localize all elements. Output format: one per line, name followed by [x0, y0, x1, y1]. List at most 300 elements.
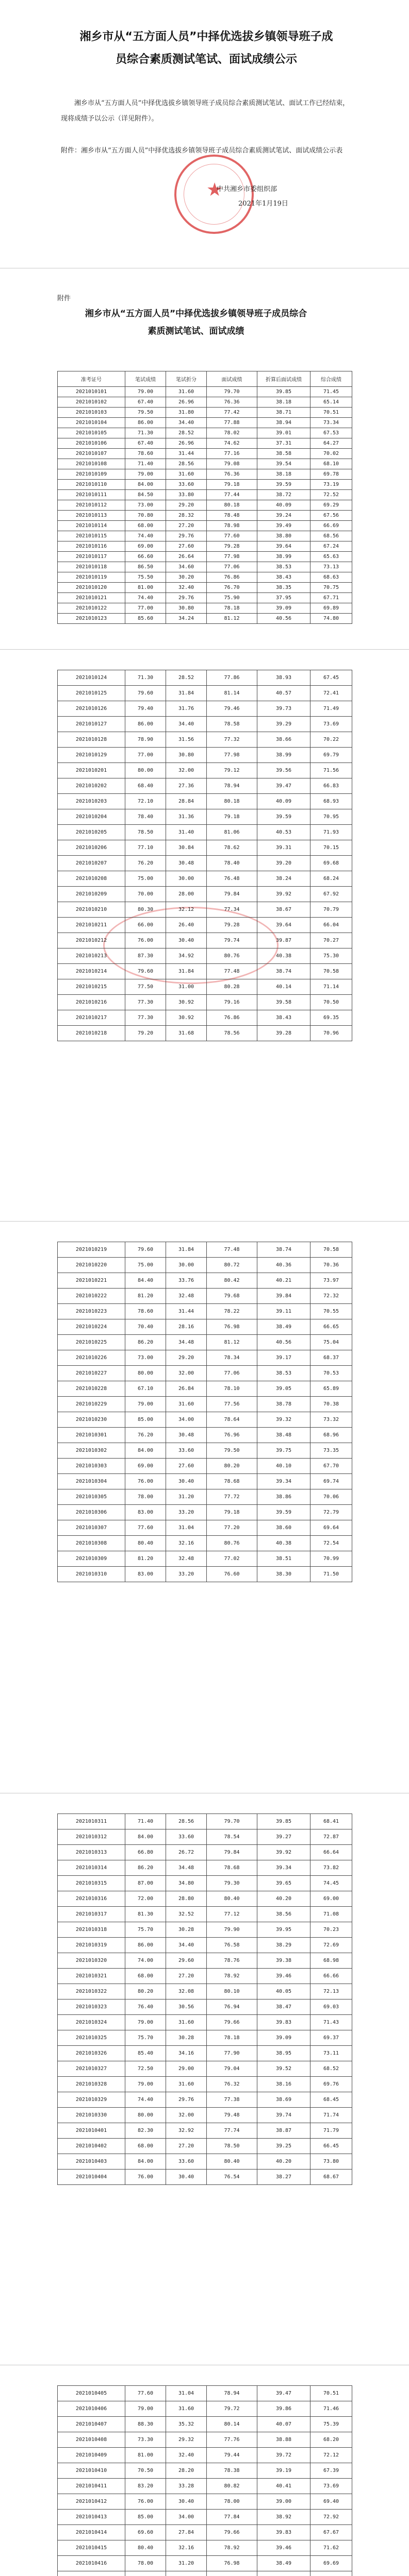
cell-exam-id: 2021010403 [58, 2154, 125, 2170]
cell-interview-weighted: 40.14 [257, 979, 310, 995]
table-row [58, 856, 352, 871]
cell-total-score: 68.37 [310, 1350, 352, 1366]
cell-exam-id: 2021010125 [58, 686, 125, 701]
cell-written-weighted: 26.72 [166, 1845, 207, 1860]
cell-written-score: 66.60 [125, 552, 166, 562]
table-row [58, 438, 352, 449]
table-row [58, 2525, 352, 2540]
table-row [58, 809, 352, 825]
cell-exam-id: 2021010330 [58, 2108, 125, 2123]
cell-interview-score: 79.44 [207, 2448, 257, 2463]
cell-interview-weighted: 38.27 [257, 2170, 310, 2185]
table-row [58, 2015, 352, 2030]
cell-written-score: 75.70 [125, 1922, 166, 1938]
table-row [58, 603, 352, 614]
cell-interview-score: 78.00 [207, 2494, 257, 2510]
table-row [58, 1860, 352, 1876]
cell-written-weighted: 30.00 [166, 1258, 207, 1273]
cell-interview-weighted: 39.64 [257, 918, 310, 933]
score-table [57, 1242, 352, 1582]
cell-interview-weighted: 39.00 [257, 2494, 310, 2510]
cell-total-score: 70.51 [310, 2386, 352, 2401]
cell-total-score: 70.22 [310, 732, 352, 748]
table-row [58, 717, 352, 732]
cell-interview-weighted: 39.83 [257, 2525, 310, 2540]
cell-written-weighted: 34.60 [166, 562, 207, 572]
cell-interview-score: 78.94 [207, 778, 257, 794]
cell-exam-id: 2021010320 [58, 1953, 125, 1969]
cell-exam-id: 2021010208 [58, 871, 125, 887]
cell-total-score: 66.04 [310, 918, 352, 933]
cell-interview-score: 77.60 [207, 531, 257, 541]
cell-interview-weighted: 39.72 [257, 2448, 310, 2463]
cell-interview-score: 80.40 [207, 2154, 257, 2170]
cell-written-score: 76.40 [125, 1999, 166, 2015]
cell-total-score: 71.08 [310, 1907, 352, 1922]
cell-interview-score: 76.58 [207, 1938, 257, 1953]
cell-written-score: 77.60 [125, 2386, 166, 2401]
table-row [58, 1459, 352, 1474]
cell-interview-weighted: 38.74 [257, 964, 310, 979]
cell-interview-weighted: 38.58 [257, 449, 310, 459]
table-row [58, 1505, 352, 1520]
table-row [58, 428, 352, 438]
cell-written-score: 69.60 [125, 2525, 166, 2540]
cell-written-score: 71.40 [125, 459, 166, 469]
cell-written-weighted: 28.80 [166, 1891, 207, 1907]
cell-written-weighted: 34.40 [166, 717, 207, 732]
cell-exam-id: 2021010318 [58, 1922, 125, 1938]
cell-written-score: 78.00 [125, 2556, 166, 2571]
table-row [58, 459, 352, 469]
cell-total-score: 69.37 [310, 2030, 352, 2046]
cell-exam-id: 2021010327 [58, 2061, 125, 2077]
cell-interview-weighted: 40.20 [257, 2154, 310, 2170]
cell-total-score: 69.00 [310, 1891, 352, 1907]
cell-written-score: 77.60 [125, 1520, 166, 1536]
cell-interview-score: 79.28 [207, 541, 257, 552]
cell-exam-id: 2021010217 [58, 1010, 125, 1026]
cell-total-score: 70.79 [310, 902, 352, 918]
cell-written-weighted: 31.60 [166, 2077, 207, 2092]
cell-written-weighted: 31.60 [166, 2401, 207, 2417]
cell-interview-weighted: 39.75 [257, 1443, 310, 1459]
cell-interview-score: 77.44 [207, 490, 257, 500]
table-row [58, 1969, 352, 1984]
cell-interview-score: 79.08 [207, 459, 257, 469]
table-row [58, 562, 352, 572]
table-row [58, 670, 352, 686]
cell-written-score: 74.40 [125, 531, 166, 541]
table-row [58, 825, 352, 840]
cell-total-score: 71.50 [310, 1567, 352, 1582]
table-row [58, 511, 352, 521]
cell-interview-weighted: 39.11 [257, 1304, 310, 1319]
attachment-label: 附件 [57, 295, 71, 302]
cell-total-score: 68.24 [310, 871, 352, 887]
cell-exam-id: 2021010108 [58, 459, 125, 469]
score-table [57, 670, 352, 1041]
cell-interview-score: 77.98 [207, 748, 257, 763]
cell-total-score: 67.92 [310, 887, 352, 902]
cell-written-weighted: 31.60 [166, 1397, 207, 1412]
cell-interview-weighted: 38.69 [257, 2092, 310, 2108]
cell-interview-score: 79.66 [207, 2015, 257, 2030]
cell-written-score: 84.00 [125, 480, 166, 490]
cell-written-score: 78.50 [125, 825, 166, 840]
cell-written-score: 86.00 [125, 717, 166, 732]
table-row [58, 2046, 352, 2061]
cell-total-score: 68.93 [310, 794, 352, 809]
cell-written-score: 68.40 [125, 778, 166, 794]
cell-interview-weighted: 40.21 [257, 1273, 310, 1289]
cell-interview-weighted [257, 2571, 310, 2576]
cell-written-score: 67.40 [125, 397, 166, 408]
cell-exam-id: 2021010324 [58, 2015, 125, 2030]
cell-written-score: 80.00 [125, 763, 166, 778]
table-row [58, 902, 352, 918]
cell-total-score: 73.19 [310, 480, 352, 490]
cell-exam-id: 2021010402 [58, 2139, 125, 2154]
table-row [58, 1551, 352, 1567]
cell-written-weighted: 28.52 [166, 670, 207, 686]
cell-written-weighted: 27.84 [166, 2525, 207, 2540]
cell-written-weighted: 26.84 [166, 1381, 207, 1397]
cell-interview-weighted: 38.53 [257, 1366, 310, 1381]
cell-interview-score: 78.50 [207, 2139, 257, 2154]
cell-interview-weighted: 39.64 [257, 541, 310, 552]
cell-exam-id: 2021010116 [58, 541, 125, 552]
table-row [58, 2571, 352, 2576]
cell-interview-score: 78.22 [207, 1304, 257, 1319]
table-row [58, 572, 352, 583]
cell-written-weighted: 28.84 [166, 794, 207, 809]
cell-interview-score: 79.84 [207, 887, 257, 902]
cell-exam-id: 2021010101 [58, 387, 125, 397]
table-row [58, 2154, 352, 2170]
cell-interview-score: 76.98 [207, 2556, 257, 2571]
cell-written-score: 87.00 [125, 1876, 166, 1891]
table-row [58, 2061, 352, 2077]
cell-total-score: 67.67 [310, 2525, 352, 2540]
cell-interview-score: 80.76 [207, 948, 257, 964]
cell-written-weighted: 29.76 [166, 593, 207, 603]
table-row [58, 1258, 352, 1273]
cell-written-weighted: 31.00 [166, 979, 207, 995]
cell-total-score: 70.51 [310, 408, 352, 418]
table-row [58, 1489, 352, 1505]
cell-written-weighted: 31.44 [166, 1304, 207, 1319]
signer: 中共湘乡市委组织部 [217, 185, 277, 193]
cell-written-weighted: 32.40 [166, 2448, 207, 2463]
cell-interview-score: 78.92 [207, 1969, 257, 1984]
table-row [58, 748, 352, 763]
cell-total-score: 72.92 [310, 2510, 352, 2525]
cell-exam-id: 2021010410 [58, 2463, 125, 2479]
cell-interview-score: 76.36 [207, 397, 257, 408]
cell-interview-score: 78.10 [207, 1381, 257, 1397]
cell-interview-score: 80.18 [207, 500, 257, 511]
cell-exam-id: 2021010122 [58, 603, 125, 614]
cell-interview-weighted: 39.34 [257, 1860, 310, 1876]
cell-written-weighted: 33.60 [166, 480, 207, 490]
cell-total-score: 73.35 [310, 1443, 352, 1459]
cell-exam-id: 2021010206 [58, 840, 125, 856]
cell-interview-score: 78.40 [207, 856, 257, 871]
cell-interview-weighted: 38.35 [257, 583, 310, 593]
table-row [58, 531, 352, 541]
cell-interview-score: 77.56 [207, 1397, 257, 1412]
cell-exam-id: 2021010124 [58, 670, 125, 686]
cell-interview-score: 76.48 [207, 871, 257, 887]
cell-written-score: 76.00 [125, 2494, 166, 2510]
cell-written-weighted: 35.32 [166, 2417, 207, 2432]
cell-interview-weighted: 39.19 [257, 2463, 310, 2479]
cell-interview-weighted: 38.80 [257, 531, 310, 541]
cell-exam-id: 2021010322 [58, 1984, 125, 1999]
cell-interview-weighted: 40.36 [257, 1258, 310, 1273]
cell-written-weighted: 32.52 [166, 1907, 207, 1922]
cell-interview-weighted: 39.29 [257, 717, 310, 732]
cell-written-score: 84.00 [125, 1443, 166, 1459]
score-table-page-5 [57, 2385, 352, 2576]
cell-written-score: 88.30 [125, 2417, 166, 2432]
cell-interview-weighted: 40.07 [257, 2417, 310, 2432]
cell-interview-weighted: 40.57 [257, 686, 310, 701]
cell-total-score: 69.68 [310, 856, 352, 871]
cell-written-score: 81.00 [125, 2448, 166, 2463]
cell-interview-score: 78.58 [207, 717, 257, 732]
cell-interview-weighted: 38.47 [257, 1999, 310, 2015]
cell-written-score: 79.20 [125, 1026, 166, 1041]
table-row [58, 778, 352, 794]
cell-interview-weighted: 38.18 [257, 397, 310, 408]
table-row [58, 948, 352, 964]
score-table-page-4 [57, 1814, 352, 2185]
cell-written-weighted: 31.76 [166, 701, 207, 717]
cell-total-score: 70.02 [310, 449, 352, 459]
cell-exam-id: 2021010117 [58, 552, 125, 562]
cell-interview-weighted: 40.53 [257, 825, 310, 840]
cell-interview-weighted: 38.95 [257, 2046, 310, 2061]
cell-interview-score: 77.16 [207, 449, 257, 459]
table-row [58, 887, 352, 902]
cell-written-score: 77.00 [125, 603, 166, 614]
cell-total-score: 70.06 [310, 1489, 352, 1505]
cell-exam-id: 2021010306 [58, 1505, 125, 1520]
cell-interview-score: 80.28 [207, 979, 257, 995]
cell-exam-id: 2021010326 [58, 2046, 125, 2061]
cell-total-score: 66.64 [310, 1845, 352, 1860]
cell-total-score: 68.67 [310, 2170, 352, 2185]
cell-written-weighted: 31.84 [166, 686, 207, 701]
cell-total-score: 72.87 [310, 1829, 352, 1845]
cell-interview-weighted: 39.85 [257, 387, 310, 397]
cell-interview-score: 76.36 [207, 469, 257, 480]
cell-written-score: 77.00 [125, 748, 166, 763]
table-row [58, 794, 352, 809]
table-row [58, 387, 352, 397]
cell-written-score: 69.00 [125, 541, 166, 552]
cell-written-weighted: 34.24 [166, 614, 207, 624]
cell-written-score: 75.00 [125, 1258, 166, 1273]
cell-written-weighted: 33.28 [166, 2479, 207, 2494]
table-row [58, 2417, 352, 2432]
cell-written-score: 86.20 [125, 1860, 166, 1876]
cell-interview-score: 78.34 [207, 1350, 257, 1366]
table-row [58, 732, 352, 748]
cell-interview-weighted: 39.28 [257, 1026, 310, 1041]
cell-written-score: 81.30 [125, 1907, 166, 1922]
cell-written-weighted: 32.00 [166, 763, 207, 778]
cell-written-weighted: 30.28 [166, 2030, 207, 2046]
cell-written-weighted: 30.48 [166, 1428, 207, 1443]
cell-interview-score: 77.86 [207, 670, 257, 686]
cell-total-score: 69.29 [310, 500, 352, 511]
cell-written-score: 72.00 [125, 1891, 166, 1907]
table-row [58, 2494, 352, 2510]
table-row [58, 2170, 352, 2185]
cell-interview-score: 78.62 [207, 840, 257, 856]
cell-written-weighted: 34.48 [166, 1860, 207, 1876]
cell-exam-id: 2021010313 [58, 1845, 125, 1860]
cell-written-weighted: 32.00 [166, 1366, 207, 1381]
cell-total-score: 73.34 [310, 418, 352, 428]
table-row [58, 1273, 352, 1289]
cell-total-score: 69.74 [310, 1474, 352, 1489]
cell-interview-weighted: 39.92 [257, 887, 310, 902]
cell-total-score: 67.45 [310, 670, 352, 686]
cell-written-score: 82.30 [125, 2123, 166, 2139]
cell-written-score: 79.40 [125, 701, 166, 717]
cell-interview-score: 76.32 [207, 2077, 257, 2092]
cell-exam-id: 2021010310 [58, 1567, 125, 1582]
cell-interview-score: 76.96 [207, 1428, 257, 1443]
official-seal [174, 155, 254, 234]
cell-written-score: 83.00 [125, 1505, 166, 1520]
table-row [58, 1242, 352, 1258]
table-row [58, 1814, 352, 1829]
cell-interview-score: 77.98 [207, 552, 257, 562]
cell-interview-score: 76.94 [207, 1999, 257, 2015]
cell-written-weighted: 32.92 [166, 2123, 207, 2139]
cell-total-score: 74.80 [310, 614, 352, 624]
cell-interview-weighted: 39.46 [257, 2540, 310, 2556]
cell-written-weighted: 29.32 [166, 2432, 207, 2448]
cell-total-score: 65.89 [310, 1381, 352, 1397]
score-table [57, 2385, 352, 2576]
table-row [58, 2030, 352, 2046]
cell-written-weighted: 31.80 [166, 408, 207, 418]
cell-interview-weighted: 40.09 [257, 500, 310, 511]
cell-written-score: 77.30 [125, 995, 166, 1010]
cell-interview-weighted: 39.73 [257, 701, 310, 717]
cell-exam-id: 2021010210 [58, 902, 125, 918]
cell-total-score: 69.40 [310, 2494, 352, 2510]
table-row [58, 933, 352, 948]
table-row [58, 2108, 352, 2123]
cell-interview-weighted: 40.56 [257, 1335, 310, 1350]
cell-written-weighted: 28.56 [166, 459, 207, 469]
cell-interview-weighted: 39.87 [257, 933, 310, 948]
cell-exam-id: 2021010127 [58, 717, 125, 732]
cell-total-score: 75.04 [310, 1335, 352, 1350]
cell-interview-score: 77.48 [207, 1242, 257, 1258]
cell-total-score: 72.79 [310, 1505, 352, 1520]
cell-interview-weighted: 39.17 [257, 1350, 310, 1366]
cell-interview-weighted: 38.78 [257, 1397, 310, 1412]
table-row [58, 1829, 352, 1845]
table-row [58, 480, 352, 490]
cell-written-score: 67.40 [125, 438, 166, 449]
table-row [58, 1350, 352, 1366]
cell-written-weighted: 31.60 [166, 2015, 207, 2030]
cell-interview-weighted: 40.38 [257, 1536, 310, 1551]
cell-exam-id: 2021010329 [58, 2092, 125, 2108]
cell-interview-score: 78.76 [207, 1953, 257, 1969]
cell-interview-score: 78.18 [207, 2030, 257, 2046]
attachment-reference: 附件：湘乡市从“五方面人员”中择优选拔乡镇领导班子成员综合素质测试笔试、面试成绩公示表 [61, 147, 343, 155]
cell-exam-id: 2021010203 [58, 794, 125, 809]
cell-interview-weighted: 39.84 [257, 1289, 310, 1304]
cell-written-score: 68.00 [125, 1969, 166, 1984]
cell-total-score: 66.66 [310, 1969, 352, 1984]
cell-exam-id: 2021010106 [58, 438, 125, 449]
cell-total-score: 69.64 [310, 1520, 352, 1536]
cell-exam-id: 2021010411 [58, 2479, 125, 2494]
cell-written-weighted: 29.00 [166, 2061, 207, 2077]
cell-interview-weighted: 39.25 [257, 2139, 310, 2154]
table-row [58, 593, 352, 603]
cell-interview-weighted: 39.24 [257, 511, 310, 521]
table-row [58, 2139, 352, 2154]
cell-interview-score [207, 2571, 257, 2576]
cell-total-score: 67.24 [310, 541, 352, 552]
cell-interview-weighted: 38.51 [257, 1551, 310, 1567]
cell-written-weighted: 29.76 [166, 531, 207, 541]
table-row [58, 583, 352, 593]
cell-written-weighted: 27.20 [166, 521, 207, 531]
cell-exam-id: 2021010409 [58, 2448, 125, 2463]
cell-interview-weighted: 37.31 [257, 438, 310, 449]
cell-written-score: 80.00 [125, 2108, 166, 2123]
col-header-interview: 面试成绩 [207, 371, 257, 387]
cell-exam-id: 2021010301 [58, 1428, 125, 1443]
cell-interview-score: 77.38 [207, 2092, 257, 2108]
cell-written-weighted: 29.20 [166, 500, 207, 511]
cell-written-weighted: 31.84 [166, 1242, 207, 1258]
cell-written-weighted: 30.40 [166, 933, 207, 948]
table-row [58, 964, 352, 979]
cell-exam-id: 2021010404 [58, 2170, 125, 2185]
cell-written-score: 87.30 [125, 948, 166, 964]
cell-interview-score: 79.90 [207, 1922, 257, 1938]
cell-written-score: 84.00 [125, 2154, 166, 2170]
cell-total-score: 70.53 [310, 1366, 352, 1381]
cell-written-score: 81.00 [125, 583, 166, 593]
cell-written-score: 83.20 [125, 2479, 166, 2494]
cell-interview-weighted: 39.95 [257, 1922, 310, 1938]
cell-exam-id: 2021010303 [58, 1459, 125, 1474]
cell-total-score: 69.89 [310, 603, 352, 614]
cell-interview-weighted: 39.46 [257, 1969, 310, 1984]
cell-interview-score: 80.76 [207, 1536, 257, 1551]
cell-written-score: 78.40 [125, 809, 166, 825]
cell-interview-weighted: 39.47 [257, 778, 310, 794]
notice-body: 湘乡市从“五方面人员”中择优选拔乡镇领导班子成员综合素质测试笔试、面试工作已经结束，现将成绩予以公示（详见附件）。 [61, 99, 350, 123]
cell-total-score: 71.46 [310, 2401, 352, 2417]
cell-written-weighted: 26.96 [166, 397, 207, 408]
